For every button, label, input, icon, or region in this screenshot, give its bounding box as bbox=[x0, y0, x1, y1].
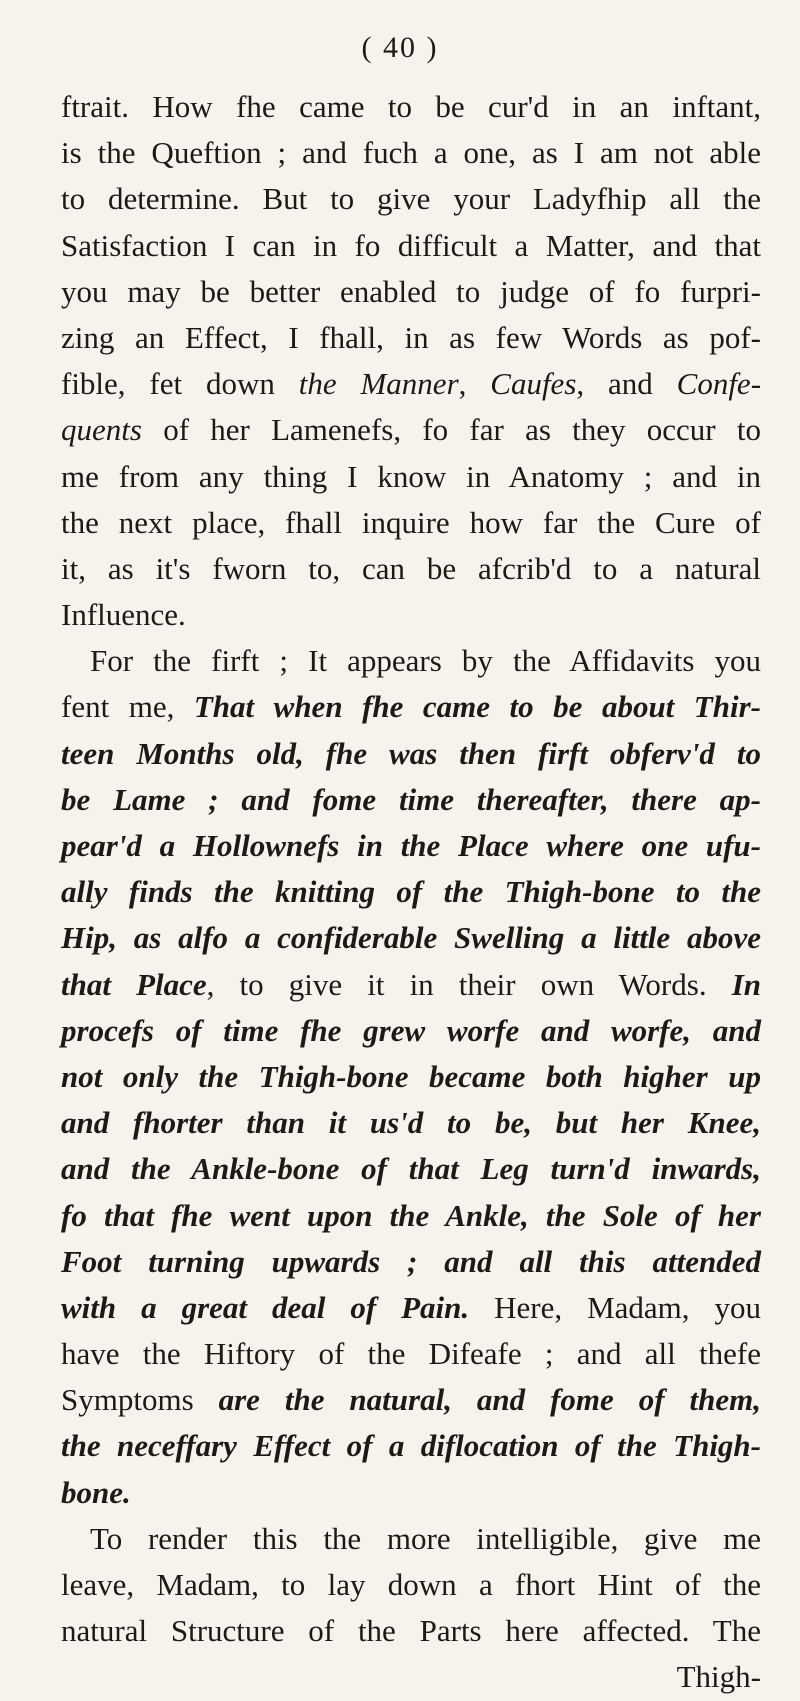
text-span: of her Lamenefs, fo far as they occur to bbox=[141, 412, 761, 448]
text-line bbox=[61, 1470, 761, 1516]
emphasis-text: pear'd a Hollownefs in the Place where one ufu- bbox=[61, 828, 761, 863]
text-line bbox=[61, 915, 761, 961]
body-text bbox=[61, 84, 761, 1701]
text-span: , bbox=[458, 366, 491, 402]
emphasis-text: Foot turning upwards ; and all this attended bbox=[61, 1243, 761, 1279]
emphasis-text: ally finds the knitting of the Thigh-bone to the bbox=[61, 874, 761, 910]
emphasis-text: with a great deal of Pain. bbox=[61, 1289, 470, 1325]
text-span: you may be better enabled to judge of fo furpri- bbox=[61, 273, 761, 309]
text-span: is the Queftion ; and fuch a one, as I am not able bbox=[61, 135, 761, 171]
text-span: me from any thing I know in Anatomy ; and in bbox=[61, 458, 761, 494]
text-line bbox=[61, 1516, 761, 1562]
text-span: , to give it in their own Words. bbox=[206, 966, 732, 1002]
text-line bbox=[61, 1331, 761, 1377]
text-line bbox=[61, 1285, 761, 1331]
emphasis-text: and the Ankle-bone of that Leg turn'd inwards, bbox=[61, 1151, 761, 1187]
text-span: it, as it's fworn to, can be afcrib'd to a natural bbox=[61, 550, 761, 586]
text-span: Influence. bbox=[61, 597, 186, 633]
text-span: natural Structure of the Parts here affected. The bbox=[61, 1613, 761, 1649]
emphasis-text: Hip, as alfo a confiderable Swelling a little above bbox=[61, 920, 761, 956]
text-line bbox=[61, 407, 761, 453]
emphasis-text: and fhorter than it us'd to be, but her Knee, bbox=[61, 1105, 761, 1141]
text-line bbox=[61, 454, 761, 500]
text-span: have the Hiftory of the Difeafe ; and all thefe bbox=[61, 1336, 761, 1372]
emphasis-text: the neceffary Effect of a diflocation of the Thigh- bbox=[61, 1428, 761, 1464]
page-number: ( 40 ) bbox=[361, 31, 439, 64]
text-line bbox=[61, 823, 761, 869]
emphasis-text: Confe- bbox=[676, 366, 762, 402]
text-line bbox=[61, 1100, 761, 1146]
text-line bbox=[61, 84, 761, 130]
text-line bbox=[61, 176, 761, 222]
text-span: For the firft ; It appears by the Affidavits you bbox=[90, 643, 761, 679]
text-line bbox=[61, 731, 761, 777]
text-span: fible, fet down bbox=[61, 366, 299, 402]
text-span: Here, Madam, you bbox=[469, 1289, 761, 1325]
emphasis-text: the Manner bbox=[298, 366, 459, 402]
text-span: , and bbox=[576, 366, 677, 402]
text-span: the next place, fhall inquire how far the Cure of bbox=[61, 504, 761, 540]
emphasis-text: procefs of time fhe grew worfe and worfe, and bbox=[61, 1012, 761, 1048]
text-line bbox=[61, 1054, 761, 1100]
emphasis-text: are the natural, and fome of them, bbox=[218, 1382, 761, 1418]
emphasis-text: quents bbox=[61, 412, 142, 448]
emphasis-text: not only the Thigh-bone became both higher up bbox=[61, 1058, 761, 1094]
text-span: fent me, bbox=[61, 689, 194, 725]
text-line bbox=[61, 546, 761, 592]
text-line bbox=[61, 269, 761, 315]
text-line bbox=[61, 361, 761, 407]
text-line bbox=[61, 684, 761, 730]
text-span: ftrait. How fhe came to be cur'd in an inftant, bbox=[61, 89, 761, 124]
text-line bbox=[61, 777, 761, 823]
text-span: Symptoms bbox=[61, 1382, 219, 1418]
text-line bbox=[61, 130, 761, 176]
text-line bbox=[61, 500, 761, 546]
text-line bbox=[61, 1608, 761, 1654]
emphasis-text: That when fhe came to be about Thir- bbox=[193, 689, 761, 725]
text-line bbox=[61, 1377, 761, 1423]
text-line bbox=[61, 592, 761, 638]
text-line bbox=[61, 1423, 761, 1469]
text-line bbox=[61, 1008, 761, 1054]
emphasis-text: that Place bbox=[61, 966, 207, 1002]
emphasis-text: bone. bbox=[61, 1474, 131, 1510]
text-line bbox=[61, 315, 761, 361]
text-line bbox=[61, 1239, 761, 1285]
text-line bbox=[61, 869, 761, 915]
text-span: Thigh- bbox=[676, 1659, 761, 1695]
text-span: leave, Madam, to lay down a fhort Hint of the bbox=[61, 1567, 761, 1602]
text-span: To render this the more intelligible, give me bbox=[90, 1520, 761, 1556]
emphasis-text: Caufes bbox=[490, 366, 577, 402]
text-line bbox=[61, 638, 761, 684]
text-span: to determine. But to give your Ladyfhip all the bbox=[61, 181, 761, 217]
emphasis-text: In bbox=[731, 966, 761, 1002]
emphasis-text: teen Months old, fhe was then firft obferv'd to bbox=[61, 735, 761, 771]
text-line bbox=[61, 223, 761, 269]
emphasis-text: be Lame ; and fome time thereafter, there ap- bbox=[61, 781, 761, 817]
text-line bbox=[61, 1562, 761, 1608]
text-line bbox=[61, 962, 761, 1008]
text-line bbox=[61, 1146, 761, 1192]
text-span: zing an Effect, I fhall, in as few Words as pof- bbox=[61, 319, 761, 355]
text-span: Satisfaction I can in fo difficult a Matter, and that bbox=[61, 227, 761, 263]
catchword bbox=[61, 1654, 761, 1700]
text-line bbox=[61, 1193, 761, 1239]
emphasis-text: fo that fhe went upon the Ankle, the Sole of her bbox=[61, 1197, 761, 1233]
